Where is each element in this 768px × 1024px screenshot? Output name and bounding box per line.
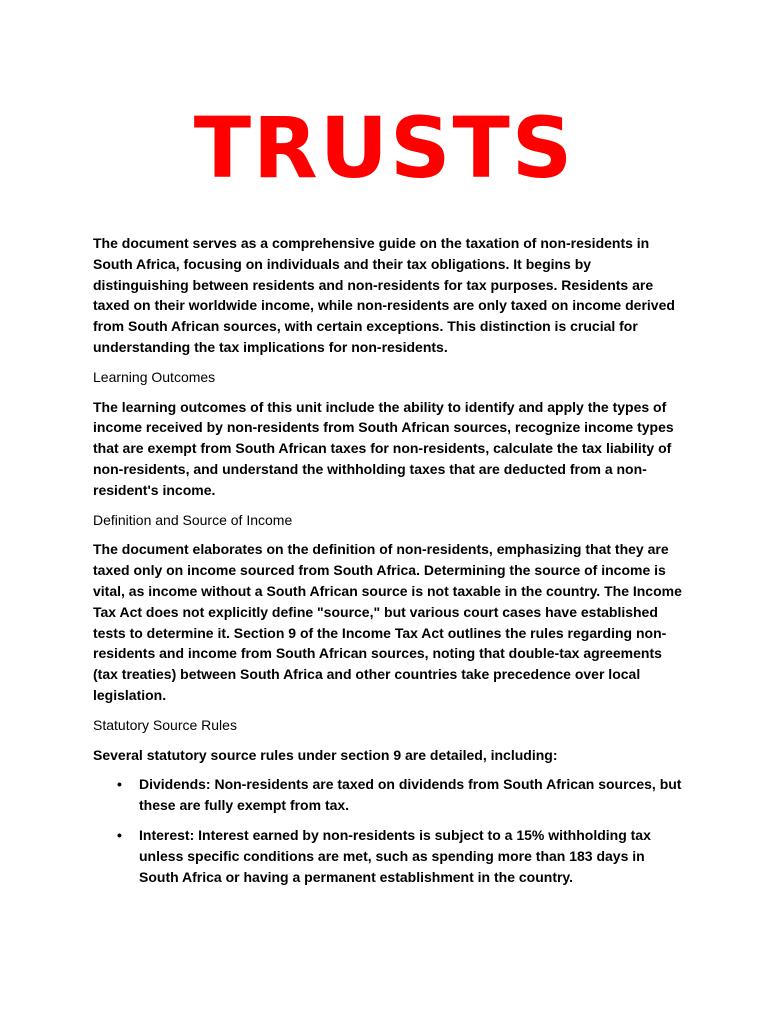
section-body-learning-outcomes: The learning outcomes of this unit include the ability to identify and apply the types of income received by non-residents from South African sources, recognize income types that are exempt from South African taxes for non-residents, calculate the tax liability of non-residents, and understand the withholding taxes that are deducted from a non-resident's income. — [93, 398, 674, 498]
bullet-icon: • — [117, 776, 122, 793]
section-body-statutory-rules: Several statutory source rules under section 9 are detailed, including: — [93, 746, 558, 763]
section-heading-learning-outcomes: Learning Outcomes — [93, 368, 216, 385]
list-item-text: Interest: Interest earned by non-residents is subject to a 15% withholding tax unless specific conditions are met, such as spending more than 183 days in South Africa or having a permanent establishment in the country. — [139, 826, 651, 885]
bullet-icon: • — [117, 826, 122, 843]
document-body — [93, 233, 683, 896]
section-heading-statutory-rules: Statutory Source Rules — [93, 716, 237, 733]
document-title: TRUSTS — [193, 99, 575, 197]
list-item-text: Dividends: Non-residents are taxed on dividends from South African sources, but these are fully exempt from tax. — [139, 776, 682, 814]
intro-paragraph: The document serves as a comprehensive guide on the taxation of non-residents in South Africa, focusing on individuals and their tax obligations. It begins by distinguishing between residents and non-residents for tax purposes. Residents are taxed on their worldwide income, while non-residents are only taxed on income derived from South African sources, with certain exceptions. This distinction is crucial for understanding the tax implications for non-residents. — [93, 235, 675, 355]
statutory-rules-list — [93, 774, 683, 887]
section-heading-definition-source: Definition and Source of Income — [93, 511, 293, 528]
section-body-definition-source: The document elaborates on the definition of non-residents, emphasizing that they are taxed only on income sourced from South Africa. Determining the source of income is vital, as income without a South African source is not taxable in the country. The Income Tax Act does not explicitly define "source," but various court cases have established tests to determine it. Section 9 of the Income Tax Act outlines the rules regarding non-residents and income from South African sources, noting that double-tax agreements (tax treaties) between South Africa and other countries take precedence over local legislation. — [93, 541, 682, 703]
list-item — [93, 774, 683, 816]
list-item — [93, 825, 683, 887]
